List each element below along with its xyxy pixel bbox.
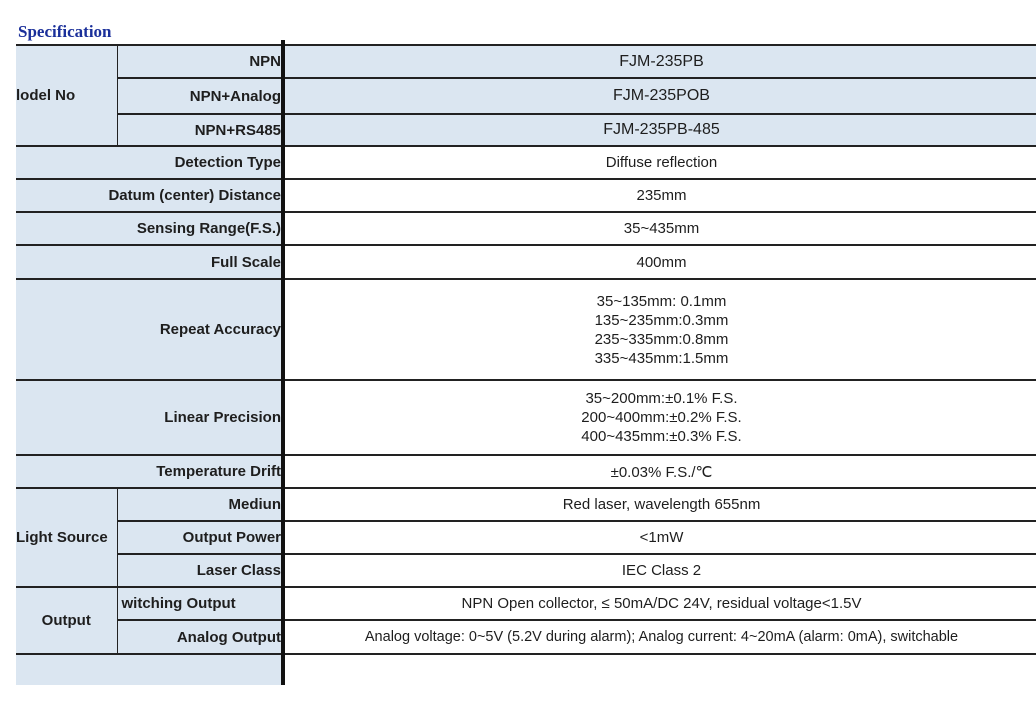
datum-distance-value: 235mm (283, 179, 1036, 212)
table-row (16, 179, 1036, 212)
npn-analog-label: NPN+Analog (117, 78, 283, 114)
temperature-drift-label: Temperature Drift (16, 455, 283, 488)
temperature-drift-value: ±0.03% F.S./℃ (283, 455, 1036, 488)
table-row (16, 554, 1036, 587)
sensing-range-value: 35~435mm (283, 212, 1036, 245)
linear-precision-line: 35~200mm:±0.1% F.S. (585, 390, 738, 407)
table-row (16, 245, 1036, 279)
sensing-range-label: Sensing Range(F.S.) (16, 212, 283, 245)
table-row (16, 46, 1036, 78)
linear-precision-line: 400~435mm:±0.3% F.S. (581, 428, 742, 445)
npn-rs485-value: FJM-235PB-485 (283, 114, 1036, 146)
analog-output-label: Analog Output (117, 620, 283, 654)
table-row (16, 78, 1036, 114)
linear-precision-value (283, 380, 1036, 455)
table-row (16, 146, 1036, 179)
datum-distance-label: Datum (center) Distance (16, 179, 283, 212)
laser-class-value: IEC Class 2 (283, 554, 1036, 587)
switching-output-label: witching Output (117, 587, 283, 620)
laser-class-label: Laser Class (117, 554, 283, 587)
table-row (16, 212, 1036, 245)
table-row (16, 380, 1036, 455)
repeat-accuracy-label: Repeat Accuracy (16, 279, 283, 380)
medium-label: Mediun (117, 488, 283, 521)
table-row (16, 654, 1036, 685)
detection-type-value: Diffuse reflection (283, 146, 1036, 179)
analog-output-value: Analog voltage: 0~5V (5.2V during alarm); Analog current: 4~20mA (alarm: 0mA), switchable (283, 620, 1036, 654)
continuation-label-cell (16, 654, 283, 685)
table-row (16, 521, 1036, 554)
detection-type-label: Detection Type (16, 146, 283, 179)
continuation-value-cell (283, 654, 1036, 685)
medium-value: Red laser, wavelength 655nm (283, 488, 1036, 521)
specification-table (16, 46, 1036, 685)
table-row (16, 488, 1036, 521)
linear-precision-line: 200~400mm:±0.2% F.S. (581, 409, 742, 426)
repeat-accuracy-value (283, 279, 1036, 380)
repeat-accuracy-line: 35~135mm: 0.1mm (596, 292, 727, 310)
repeat-accuracy-line: 235~335mm:0.8mm (594, 330, 729, 348)
output-power-label: Output Power (117, 521, 283, 554)
repeat-accuracy-line: 335~435mm:1.5mm (594, 349, 729, 367)
model-no-group-label: lodel No (16, 46, 117, 146)
output-power-value: <1mW (283, 521, 1036, 554)
npn-label: NPN (117, 46, 283, 78)
switching-output-value: NPN Open collector, ≤ 50mA/DC 24V, residual voltage<1.5V (283, 587, 1036, 620)
npn-rs485-label: NPN+RS485 (117, 114, 283, 146)
npn-value: FJM-235PB (283, 46, 1036, 78)
repeat-accuracy-line: 135~235mm:0.3mm (594, 311, 729, 329)
output-group-label: Output (16, 587, 117, 654)
table-row (16, 114, 1036, 146)
npn-analog-value: FJM-235POB (283, 78, 1036, 114)
page-title: Specification (18, 22, 112, 41)
full-scale-value: 400mm (283, 245, 1036, 279)
table-row (16, 279, 1036, 380)
table-row (16, 455, 1036, 488)
light-source-group-label: Light Source (16, 488, 117, 587)
table-row (16, 587, 1036, 620)
linear-precision-label: Linear Precision (16, 380, 283, 455)
full-scale-label: Full Scale (16, 245, 283, 279)
table-row (16, 620, 1036, 654)
